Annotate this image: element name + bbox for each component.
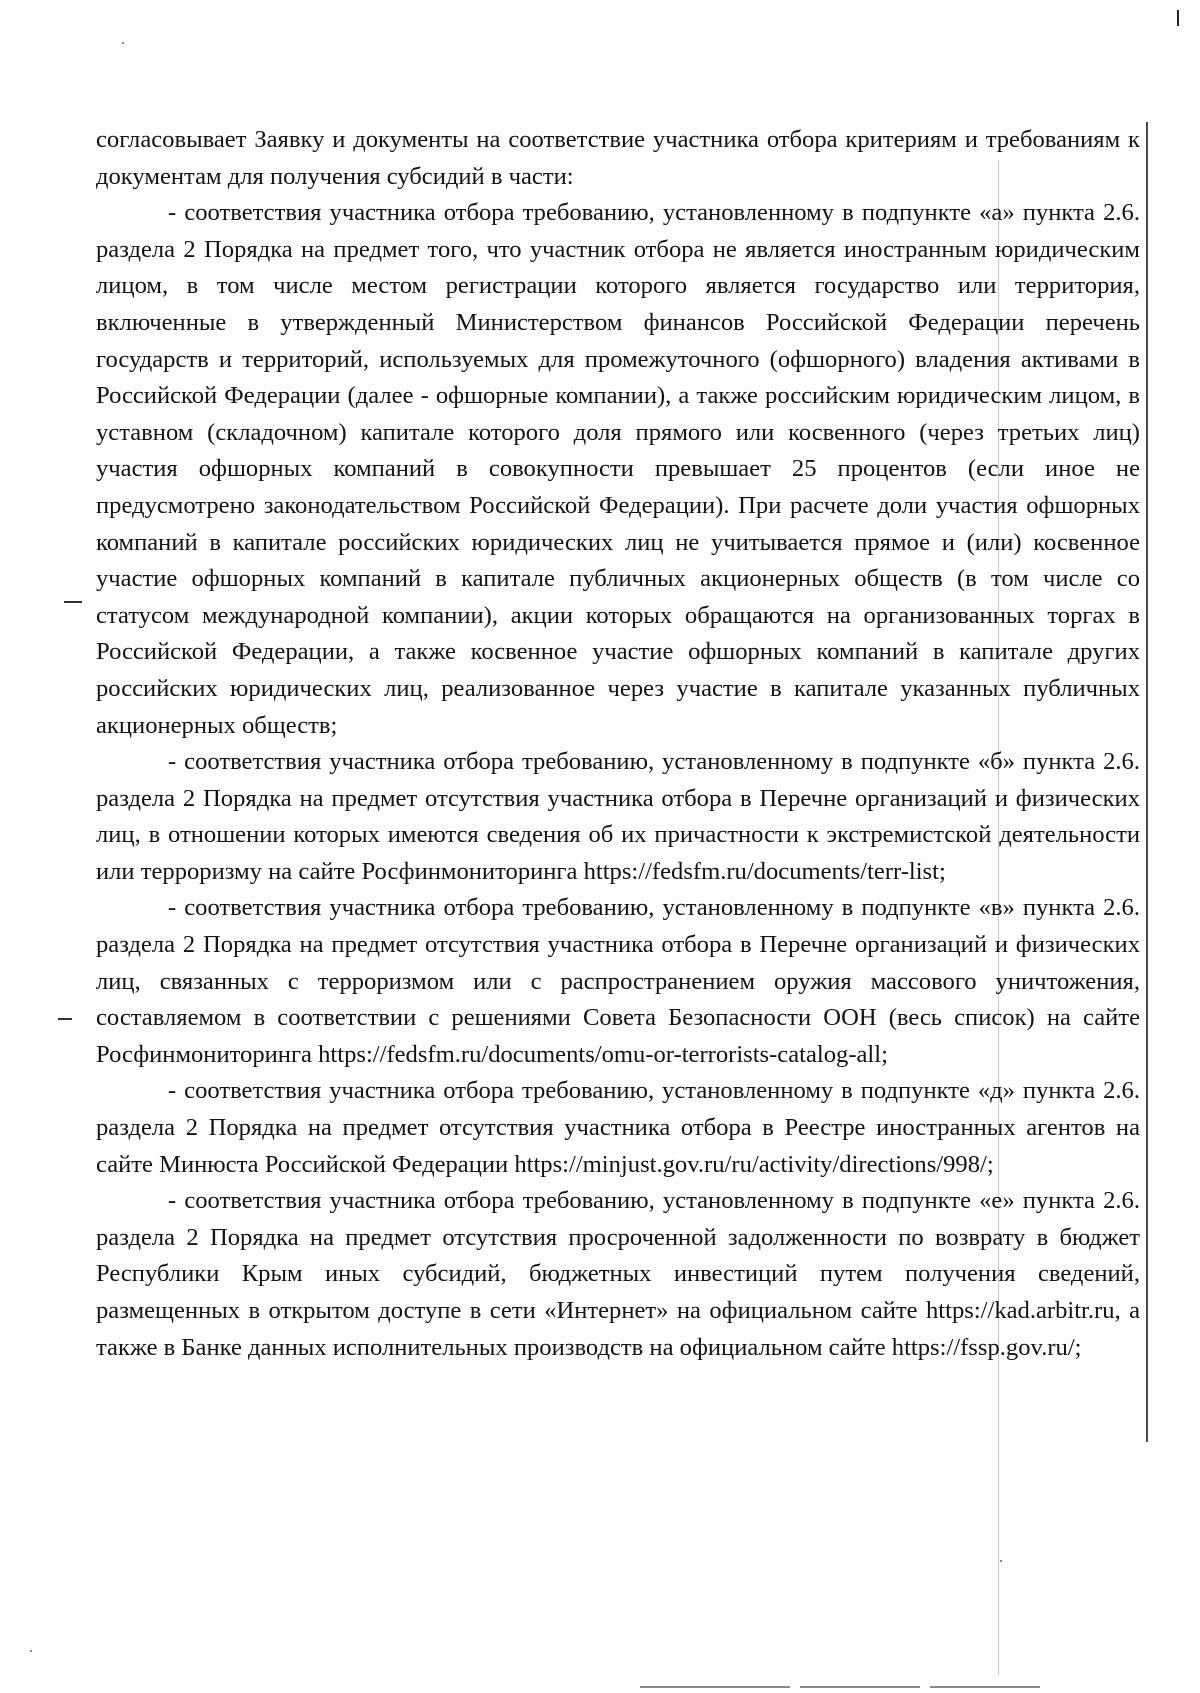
margin-dash <box>64 601 82 603</box>
paragraph-subpoint-b: - соответствия участника отбора требованию, установленному в подпункте «б» пункта 2.6. раздела 2 Порядка на предмет отсутствия участника отбора в Перечне организаций и физических лиц, в отношении которых имеются сведения об их причастности к экстремистской деятельности или терроризму на сайте Росфинмониторинга https://fedsfm.ru/documents/terr-list; <box>96 748 1140 885</box>
scan-artifact-edge <box>1146 122 1148 1442</box>
scan-speck <box>122 42 124 44</box>
scan-speck <box>1000 1560 1002 1562</box>
paragraph-intro: согласовывает Заявку и документы на соответствие участника отбора критериям и требованиям к документам для получения субсидий в части: <box>96 126 1140 190</box>
paragraph-subpoint-e: - соответствия участника отбора требованию, установленному в подпункте «е» пункта 2.6. раздела 2 Порядка на предмет отсутствия просроченной задолженности по возврату в бюджет Республики Крым иных субсидий, бюджетных инвестиций путем получения сведений, размещенных в открытом доступе в сети «Интернет» на официальном сайте https://kad.arbitr.ru, а также в Банке данных исполнительных производств на официальном сайте https://fssp.gov.ru/; <box>96 1187 1140 1361</box>
margin-dash <box>58 1018 72 1020</box>
document-body <box>96 122 1140 1366</box>
paragraph-subpoint-d: - соответствия участника отбора требованию, установленному в подпункте «д» пункта 2.6. раздела 2 Порядка на предмет отсутствия участника отбора в Реестре иностранных агентов на сайте Минюста Российской Федерации https://minjust.gov.ru/ru/activity/directions/998/; <box>96 1077 1140 1178</box>
paragraph-subpoint-a: - соответствия участника отбора требованию, установленному в подпункте «а» пункта 2.6. раздела 2 Порядка на предмет того, что участник отбора не является иностранным юридическим лицом, в том числе местом регистрации которого является государство или территория, включенные в утвержденный Министерством финансов Российской Федерации перечень государств и территорий, используемых для промежуточного (офшорного) владения активами в Российской Федерации (далее - офшорные компании), а также российским юридическим лицом, в уставном (складочном) капитале которого доля прямого или косвенного (через третьих лиц) участия офшорных компаний в совокупности превышает 25 процентов (если иное не предусмотрено законодательством Российской Федерации). При расчете доли участия офшорных компаний в капитале российских юридических лиц не учитывается прямое и (или) косвенное участие офшорных компаний в капитале публичных акционерных обществ (в том числе со статусом международной компании), акции которых обращаются на организованных торгах в Российской Федерации, а также косвенное участие офшорных компаний в капитале других российских юридических лиц, реализованное через участие в капитале указанных публичных акционерных обществ; <box>96 199 1140 739</box>
footer-rule <box>930 1686 1040 1688</box>
footer-rule <box>800 1686 920 1688</box>
paragraph-subpoint-v: - соответствия участника отбора требованию, установленному в подпункте «в» пункта 2.6. раздела 2 Порядка на предмет отсутствия участника отбора в Перечне организаций и физических лиц, связанных с терроризмом или с распространением оружия массового уничтожения, составляемом в соответствии с решениями Совета Безопасности ООН (весь список) на сайте Росфинмониторинга https://fedsfm.ru/documents/omu-or-terrorists-catalog-all; <box>96 894 1140 1068</box>
footer-rule <box>640 1686 790 1688</box>
scan-mark <box>1177 10 1179 26</box>
scan-speck <box>30 1650 32 1652</box>
